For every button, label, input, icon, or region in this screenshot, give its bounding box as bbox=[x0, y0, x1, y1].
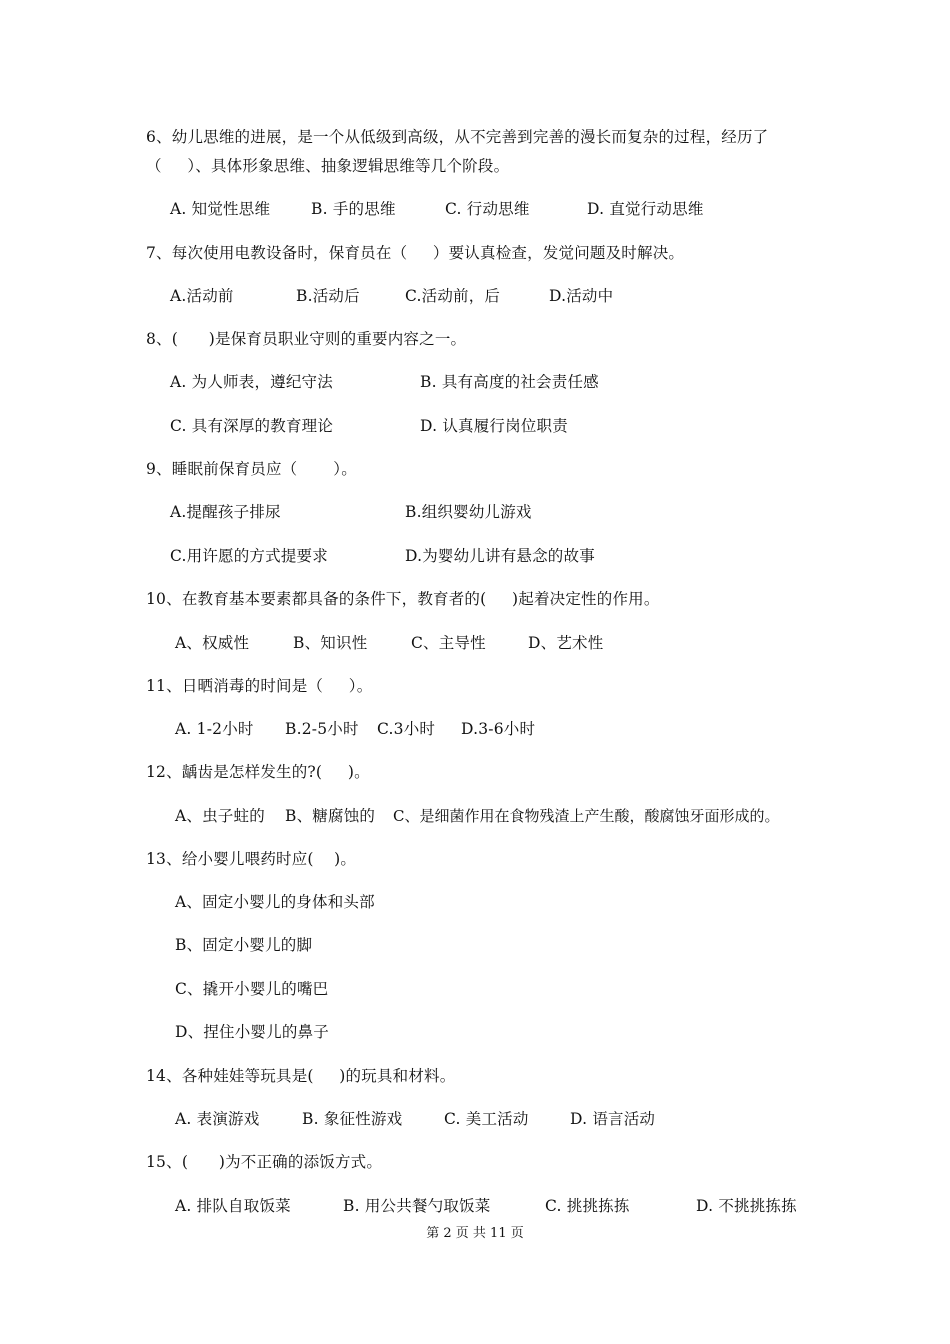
option-a: A. 为人师表，遵纪守法 bbox=[170, 373, 333, 391]
option-b: B.2-5小时 bbox=[285, 720, 359, 738]
option-c: C、是细菌作用在食物残渣上产生酸，酸腐蚀牙面形成的。 bbox=[393, 807, 780, 825]
option-c: C、撬开小婴儿的嘴巴 bbox=[175, 980, 329, 998]
option-d: D、艺术性 bbox=[528, 634, 604, 652]
option-d: D. 语言活动 bbox=[570, 1110, 656, 1128]
option-c: C.用许愿的方式提要求 bbox=[170, 547, 328, 565]
option-b: B.组织婴幼儿游戏 bbox=[405, 503, 532, 521]
option-d: D. 不挑挑拣拣 bbox=[696, 1197, 797, 1215]
question-8-stem: 8、( )是保育员职业守则的重要内容之一。 bbox=[146, 330, 467, 348]
option-c: C、主导性 bbox=[411, 634, 486, 652]
option-b: B.活动后 bbox=[296, 287, 360, 305]
option-c: C.3小时 bbox=[377, 720, 436, 738]
question-6-stem-line2: （ ）、具体形象思维、抽象逻辑思维等几个阶段。 bbox=[146, 157, 510, 175]
question-11-stem: 11、日晒消毒的时间是（ ）。 bbox=[146, 677, 373, 695]
option-a: A. 排队自取饭菜 bbox=[175, 1197, 291, 1215]
option-d: D.为婴幼儿讲有悬念的故事 bbox=[405, 547, 595, 565]
option-d: D. 认真履行岗位职责 bbox=[420, 417, 568, 435]
option-c: C. 行动思维 bbox=[445, 200, 530, 218]
option-c: C.活动前，后 bbox=[405, 287, 501, 305]
page-number-footer: 第 2 页 共 11 页 bbox=[426, 1226, 524, 1241]
question-12-stem: 12、龋齿是怎样发生的?( )。 bbox=[146, 763, 370, 781]
option-a: A.提醒孩子排尿 bbox=[170, 503, 281, 521]
question-7-stem: 7、每次使用电教设备时，保育员在（ ）要认真检查，发觉问题及时解决。 bbox=[146, 244, 685, 262]
question-10-stem: 10、在教育基本要素都具备的条件下，教育者的( )起着决定性的作用。 bbox=[146, 590, 660, 608]
option-c: C. 美工活动 bbox=[444, 1110, 529, 1128]
option-d: D.活动中 bbox=[549, 287, 614, 305]
option-a: A、固定小婴儿的身体和头部 bbox=[175, 893, 375, 911]
option-a: A. 1-2小时 bbox=[175, 720, 254, 738]
question-14-stem: 14、各种娃娃等玩具是( )的玩具和材料。 bbox=[146, 1067, 456, 1085]
question-9-stem: 9、睡眠前保育员应（ ）。 bbox=[146, 460, 357, 478]
option-d: D、捏住小婴儿的鼻子 bbox=[175, 1023, 329, 1041]
option-c: C. 挑挑拣拣 bbox=[545, 1197, 630, 1215]
option-b: B、知识性 bbox=[293, 634, 368, 652]
option-a: A、权威性 bbox=[175, 634, 250, 652]
option-a: A、虫子蛀的 bbox=[175, 807, 265, 825]
option-b: B、固定小婴儿的脚 bbox=[175, 936, 313, 954]
option-b: B. 手的思维 bbox=[311, 200, 396, 218]
option-a: A. 表演游戏 bbox=[175, 1110, 260, 1128]
question-15-stem: 15、( )为不正确的添饭方式。 bbox=[146, 1153, 383, 1171]
option-b: B. 用公共餐勺取饭菜 bbox=[343, 1197, 491, 1215]
question-13-stem: 13、给小婴儿喂药时应( )。 bbox=[146, 850, 357, 868]
option-a: A.活动前 bbox=[170, 287, 234, 305]
question-6-stem-line1: 6、幼儿思维的进展，是一个从低级到高级，从不完善到完善的漫长而复杂的过程，经历了 bbox=[146, 128, 769, 146]
option-a: A. 知觉性思维 bbox=[170, 200, 271, 218]
option-b: B. 具有高度的社会责任感 bbox=[420, 373, 599, 391]
option-c: C. 具有深厚的教育理论 bbox=[170, 417, 334, 435]
option-d: D. 直觉行动思维 bbox=[587, 200, 704, 218]
option-b: B、糖腐蚀的 bbox=[285, 807, 376, 825]
option-d: D.3-6小时 bbox=[461, 720, 536, 738]
option-b: B. 象征性游戏 bbox=[302, 1110, 403, 1128]
